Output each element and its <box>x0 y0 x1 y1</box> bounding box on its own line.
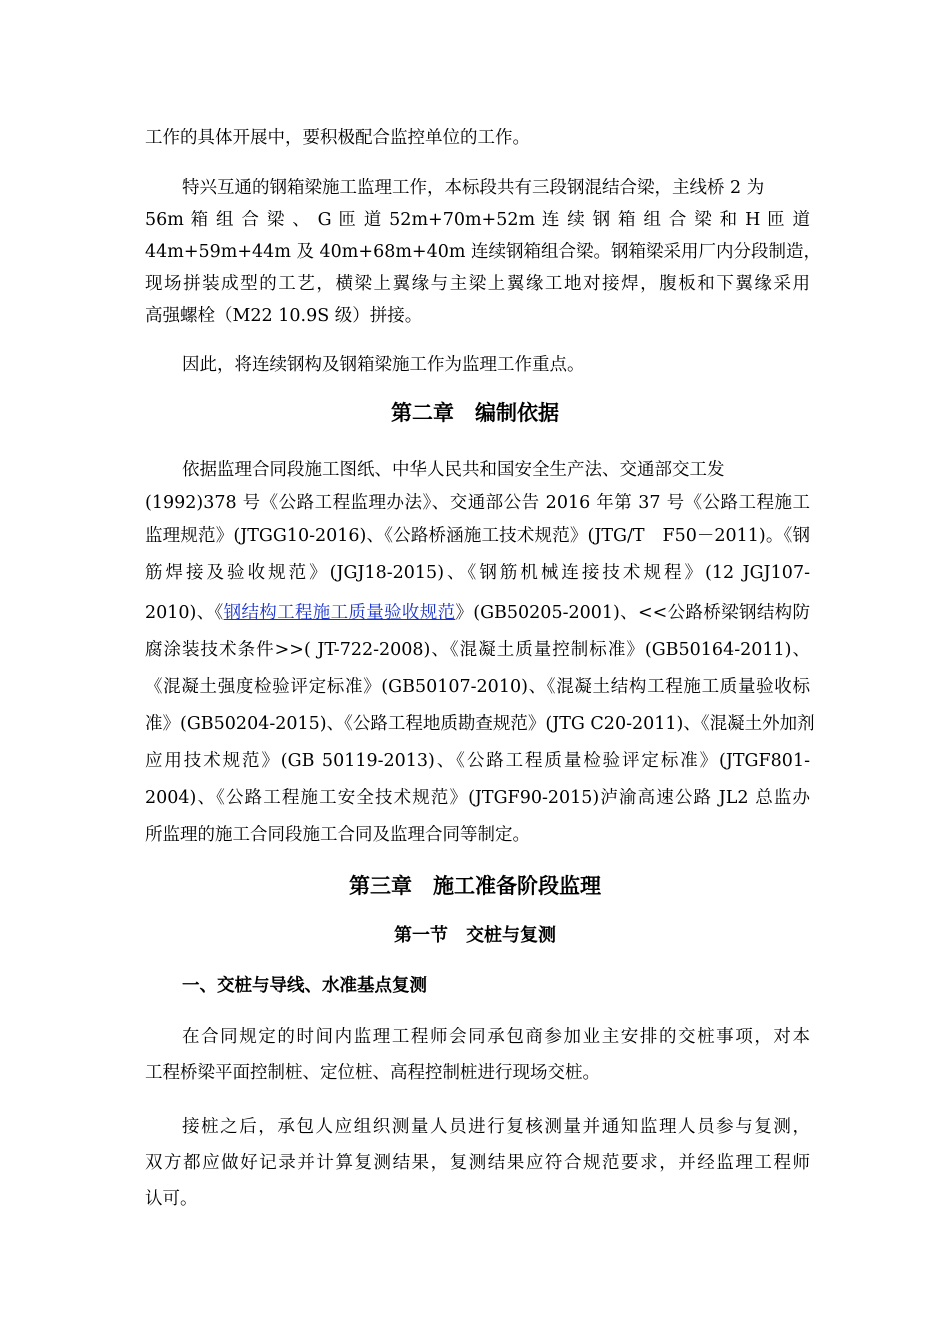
paragraph-line: 应用技术规范》(GB 50119-2013)、《公路工程质量检验评定标准》(JTGF801- <box>145 751 810 771</box>
subsection-heading: 一、交桩与导线、水准基点复测 <box>182 976 427 996</box>
paragraph-line: 2004)、《公路工程施工安全技术规范》(JTGF90-2015)泸渝高速公路 JL2 总监办 <box>145 788 810 808</box>
paragraph-line: 所监理的施工合同段施工合同及监理合同等制定。 <box>145 825 530 845</box>
text-segment: 》(GB50205-2001)、<<公路桥梁钢结构防 <box>455 603 810 623</box>
paragraph-line: 双方都应做好记录并计算复测结果，复测结果应符合规范要求，并经监理工程师 <box>145 1153 810 1173</box>
paragraph-line: 准》(GB50204-2015)、《公路工程地质勘查规范》(JTG C20-2011)、《混凝土外加剂 <box>145 714 815 734</box>
paragraph-line: 《混凝土强度检验评定标准》(GB50107-2010)、《混凝土结构工程施工质量验收标 <box>145 677 810 697</box>
paragraph-line <box>145 603 810 623</box>
paragraph-line: 依据监理合同段施工图纸、中华人民共和国安全生产法、交通部交工发 <box>182 460 725 480</box>
paragraph-line: 工程桥梁平面控制桩、定位桩、高程控制桩进行现场交桩。 <box>145 1063 600 1083</box>
paragraph-line: 特兴互通的钢箱梁施工监理工作，本标段共有三段钢混结合梁，主线桥 2 为 <box>182 178 765 198</box>
chapter-heading: 第三章 施工准备阶段监理 <box>349 874 601 898</box>
paragraph-line: 工作的具体开展中，要积极配合监控单位的工作。 <box>145 128 530 148</box>
chapter-heading: 第二章 编制依据 <box>391 401 559 425</box>
paragraph-line: 接桩之后，承包人应组织测量人员进行复核测量并通知监理人员参与复测， <box>182 1117 810 1137</box>
paragraph-line: 高强螺栓（M22 10.9S 级）拼接。 <box>145 306 423 326</box>
section-heading: 第一节 交桩与复测 <box>394 925 556 946</box>
paragraph-line: 因此，将连续钢构及钢箱梁施工作为监理工作重点。 <box>182 355 585 375</box>
paragraph-line: 44m+59m+44m 及 40m+68m+40m 连续钢箱组合梁。钢箱梁采用厂内分段制造， <box>145 242 822 262</box>
paragraph-line: 在合同规定的时间内监理工程师会同承包商参加业主安排的交桩事项，对本 <box>182 1027 810 1047</box>
text-segment: 2010)、《 <box>145 603 224 623</box>
paragraph-line: 筋焊接及验收规范》(JGJ18-2015)、《钢筋机械连接技术规程》(12 JGJ107- <box>145 563 810 583</box>
paragraph-line: 现场拼装成型的工艺，横梁上翼缘与主梁上翼缘工地对接焊，腹板和下翼缘采用 <box>145 274 810 294</box>
paragraph-line: 腐涂装技术条件>>( JT-722-2008)、《混凝土质量控制标准》(GB50164-2011)、 <box>145 640 810 660</box>
standard-link[interactable]: 钢结构工程施工质量验收规范 <box>223 603 456 623</box>
paragraph-line: 认可。 <box>145 1189 198 1209</box>
paragraph-line: 监理规范》(JTGG10-2016)、《公路桥涵施工技术规范》(JTG/T F50－2011)。《钢 <box>145 526 810 546</box>
paragraph-line: (1992)378 号《公路工程监理办法》、交通部公告 2016 年第 37 号《公路工程施工 <box>145 493 810 513</box>
paragraph-line: 56m 箱 组 合 梁 、 G 匝 道 52m+70m+52m 连 续 钢 箱 组 合 梁 和 H 匝 道 <box>145 210 810 230</box>
